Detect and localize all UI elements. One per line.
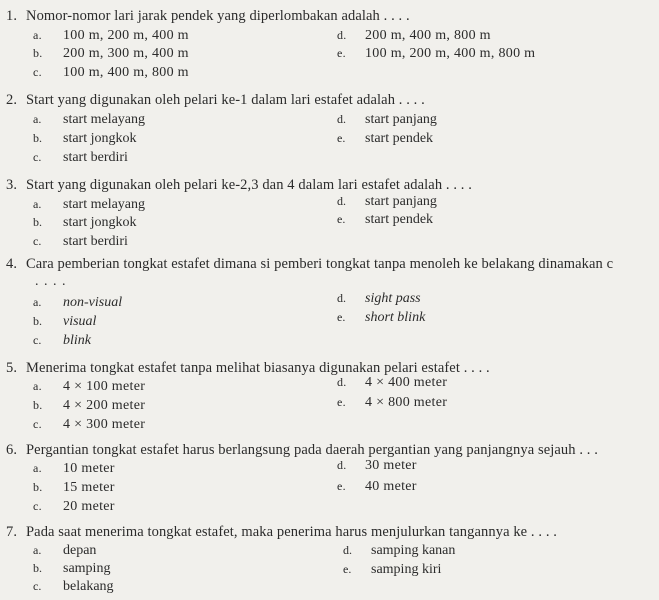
question-stem — [6, 92, 425, 109]
option-c: c. 100 m, 400 m, 800 m — [33, 65, 189, 80]
option-b: b. samping — [33, 561, 111, 576]
question-number: 4. — [6, 256, 18, 272]
option-c: c. belakang — [33, 579, 114, 594]
question-text: Nomor-nomor lari jarak pendek yang diperlombakan adalah . . . . — [26, 8, 410, 24]
option-d: d. 200 m, 400 m, 800 m — [337, 28, 491, 43]
question-stem — [6, 256, 613, 273]
question-text: Menerima tongkat estafet tanpa melihat biasanya digunakan pelari estafet . . . . — [26, 360, 490, 376]
question-stem — [6, 524, 557, 541]
option-a: a. start melayang — [33, 112, 146, 127]
option-b: b. 15 meter — [33, 480, 115, 495]
option-a: a. start melayang — [33, 197, 146, 212]
question-text: Pergantian tongkat estafet harus berlangsung pada daerah pergantian yang panjangnya sejauh . . . — [26, 442, 598, 458]
option-c: c. 4 × 300 meter — [33, 417, 146, 432]
option-d: d. start panjang — [337, 194, 437, 209]
question-stem — [6, 8, 410, 25]
option-a: a. non-visual — [33, 295, 123, 310]
option-d: d. sight pass — [337, 291, 421, 306]
option-b: b. 4 × 200 meter — [33, 398, 146, 413]
option-d: d. samping kanan — [343, 543, 456, 558]
option-a: a. 4 × 100 meter — [33, 379, 146, 394]
option-b: b. 200 m, 300 m, 400 m — [33, 46, 189, 61]
question-number: 5. — [6, 360, 18, 376]
option-e: e. start pendek — [337, 212, 434, 227]
option-b: b. start jongkok — [33, 131, 137, 146]
option-e: e. 4 × 800 meter — [337, 395, 448, 410]
option-d: d. 4 × 400 meter — [337, 375, 448, 390]
question-number: 1. — [6, 8, 18, 24]
option-e: e. samping kiri — [343, 562, 442, 577]
option-e: e. short blink — [337, 310, 426, 325]
question-text: Pada saat menerima tongkat estafet, maka penerima harus menjulurkan tangannya ke . . . . — [26, 524, 558, 540]
option-c: c. start berdiri — [33, 150, 128, 165]
option-a: a. depan — [33, 543, 97, 558]
option-a: a. 10 meter — [33, 461, 115, 476]
question-stem-continuation: . . . . — [35, 274, 67, 289]
option-b: b. visual — [33, 314, 97, 329]
question-number: 3. — [6, 177, 18, 193]
option-d: d. start panjang — [337, 112, 437, 127]
question-number: 2. — [6, 92, 18, 108]
question-text: Cara pemberian tongkat estafet dimana si pemberi tongkat tanpa menoleh ke belakang dinamakan c — [26, 256, 614, 272]
question-text: Start yang digunakan oleh pelari ke-1 dalam lari estafet adalah . . . . — [26, 92, 425, 108]
option-a: a. 100 m, 200 m, 400 m — [33, 28, 189, 43]
option-e: e. start pendek — [337, 131, 434, 146]
question-stem — [6, 177, 472, 194]
question-number: 7. — [6, 524, 18, 540]
option-e: e. 40 meter — [337, 479, 417, 494]
question-text: Start yang digunakan oleh pelari ke-2,3 dan 4 dalam lari estafet adalah . . . . — [26, 177, 472, 193]
option-d: d. 30 meter — [337, 458, 417, 473]
option-c: c. blink — [33, 333, 91, 348]
option-c: c. 20 meter — [33, 499, 115, 514]
option-c: c. start berdiri — [33, 234, 128, 249]
option-e: e. 100 m, 200 m, 400 m, 800 m — [337, 46, 536, 61]
question-number: 6. — [6, 442, 18, 458]
question-stem — [6, 442, 598, 459]
option-b: b. start jongkok — [33, 215, 137, 230]
